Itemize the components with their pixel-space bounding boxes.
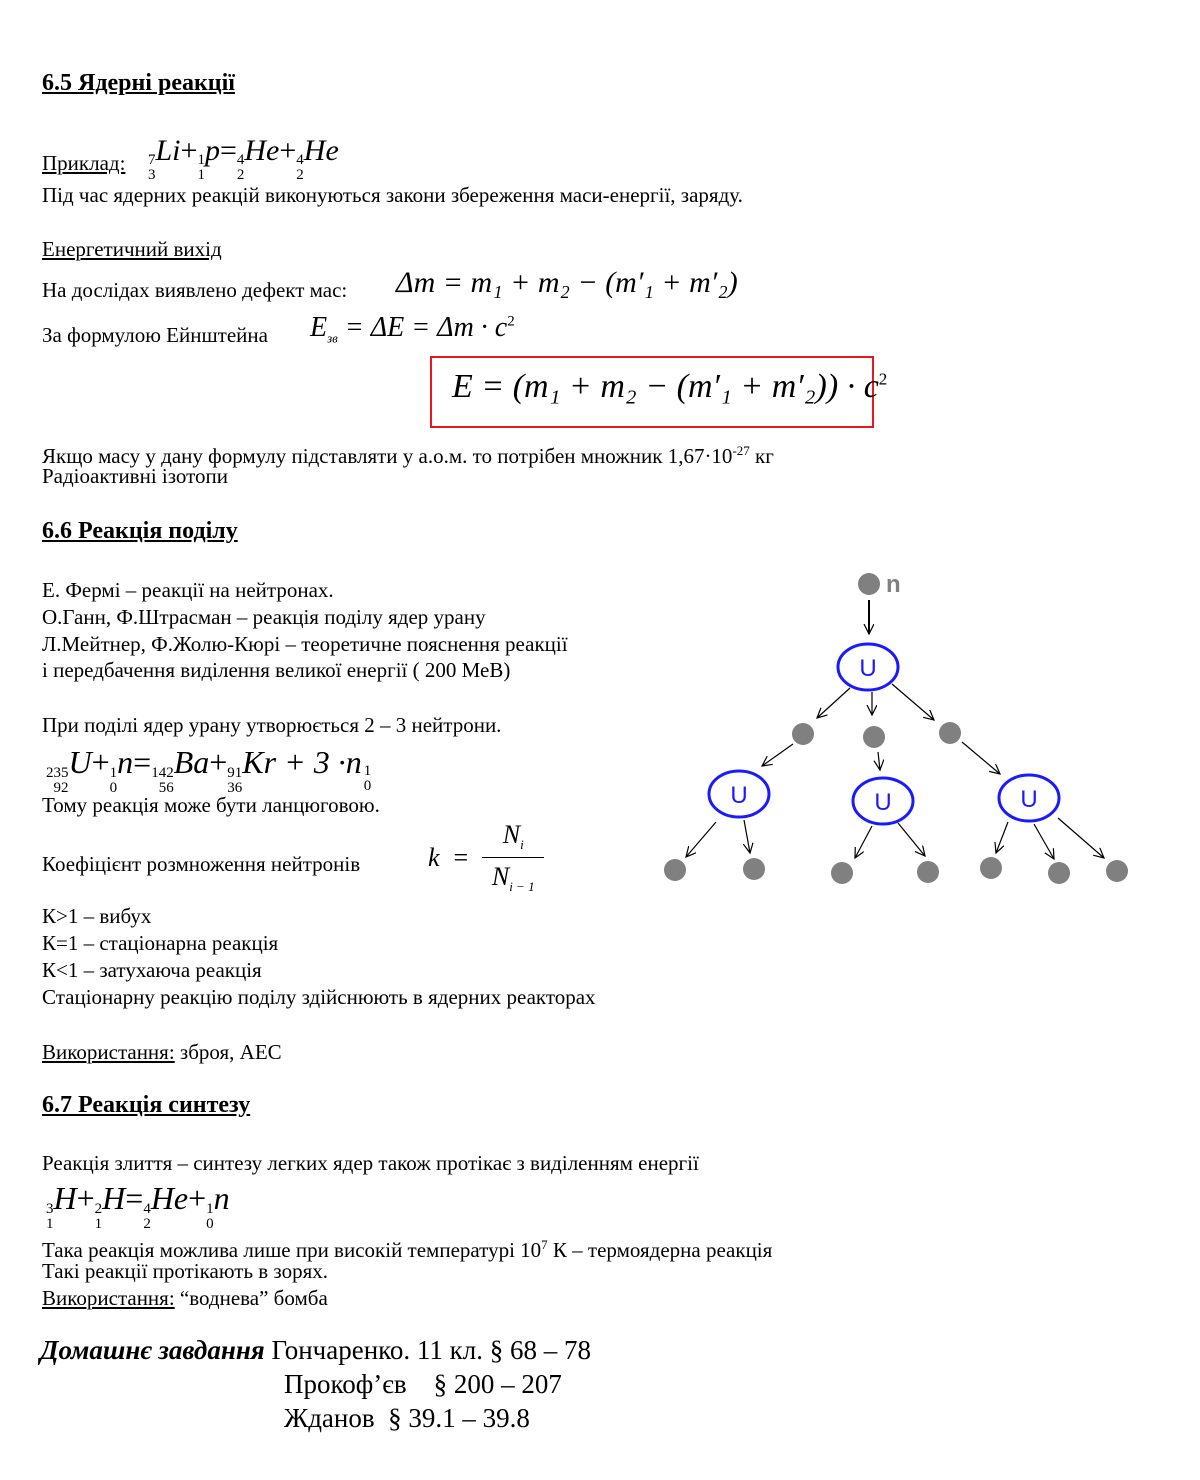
homework-line-1: Домашнє завдання Гончаренко. 11 кл. § 68 – 78 — [40, 1335, 591, 1365]
fusion-intro-text: Реакція злиття – синтезу легких ядер також протікає з виділенням енергії — [42, 1151, 699, 1175]
k-condition-line: К=1 – стаціонарна реакція — [42, 931, 279, 955]
multiplication-coefficient-text: Коефіцієнт розмноження нейтронів — [42, 852, 361, 876]
history-line: і передбачення виділення великої енергії ( 200 МеВ) — [42, 658, 511, 682]
neutron — [1106, 860, 1128, 882]
neutron — [863, 726, 885, 748]
multiplication-coefficient-formula: k = $\frac{N_i}{N_{i - 1}}$ — [428, 820, 544, 895]
arrow — [1058, 818, 1104, 858]
fusion-equation: 3 1 H+ 2 1 H= 4 2 He+ 1 0 n — [46, 1180, 230, 1232]
neutron — [831, 862, 853, 884]
neutron-label: n — [886, 571, 901, 598]
arrow — [892, 684, 934, 720]
neutron — [917, 861, 939, 883]
neutron — [1048, 862, 1070, 884]
homework-label: Домашнє завдання — [40, 1335, 265, 1365]
arrow — [855, 826, 872, 858]
section-6-6-heading: 6.6 Реакція поділу — [42, 518, 238, 544]
arrow — [762, 744, 793, 766]
arrow — [817, 688, 850, 718]
energy-formula: $E = (m_1 + m_2 - (m'_1 + m'_2)) \cdot c^2$ — [452, 368, 888, 405]
k-condition-line: К>1 – вибух — [42, 904, 152, 928]
stars-text: Такі реакції протікають в зорях. — [42, 1259, 329, 1283]
mass-defect-formula: Δm = m₁ + m₂ − (m′₁ + m′₂) — [396, 266, 738, 299]
history-line: Е. Фермі – реакції на нейтронах. — [42, 578, 334, 602]
mass-defect-text: На дослідах виявлено дефект мас: — [42, 278, 348, 302]
chain-reaction-text: Тому реакція може бути ланцюговою. — [42, 793, 380, 817]
fission-usage: Використання: зброя, АЕС — [42, 1040, 282, 1064]
nucleus-label: U — [1020, 786, 1038, 813]
energy-yield-heading: Енергетичний вихід — [42, 237, 222, 261]
nucleus-label: U — [730, 782, 748, 809]
neutron — [939, 722, 961, 744]
arrow — [686, 822, 716, 857]
homework-line-3: Жданов § 39.1 – 39.8 — [284, 1403, 530, 1433]
arrow — [962, 742, 1000, 774]
example-label: Приклад: — [42, 151, 126, 175]
history-line: Л.Мейтнер, Ф.Жолю-Кюрі – теоретичне пояснення реакції — [42, 632, 568, 656]
neutron — [664, 859, 686, 881]
neutrons-text: При поділі ядер урану утворюється 2 – 3 нейтрони. — [42, 713, 502, 737]
reactor-text: Стаціонарну реакцію поділу здійснюють в ядерних реакторах — [42, 985, 596, 1009]
example-equation: 7 3 Li+ 1 1 p= 4 2 He+ 4 2 He — [148, 134, 339, 183]
neutron — [743, 858, 765, 880]
einstein-text: За формулою Ейнштейна — [42, 323, 268, 347]
arrow — [744, 820, 750, 853]
initial-neutron — [858, 573, 880, 595]
arrow — [898, 823, 925, 856]
neutron — [980, 857, 1002, 879]
section-6-7-heading: 6.7 Реакція синтезу — [42, 1092, 251, 1118]
history-line: О.Ганн, Ф.Штрасман – реакція поділу ядер урану — [42, 605, 486, 629]
section-6-5-heading: 6.5 Ядерні реакції — [42, 70, 235, 96]
k-condition-line: К<1 – затухаюча реакція — [42, 958, 262, 982]
einstein-formula: $E_{зв} = \Delta E = \Delta m \cdot c^2$ — [310, 312, 515, 346]
arrow — [1034, 824, 1054, 859]
arrow — [878, 752, 880, 770]
temperature-text: Така реакція можлива лише при високій температурі $10^7$ К – термоядерна реакція — [42, 1237, 773, 1262]
neutron — [792, 723, 814, 745]
radioactive-isotopes-text: Радіоактивні ізотопи — [42, 464, 229, 488]
conservation-laws-text: Під час ядерних реакцій виконуються закони збереження маси-енергії, заряду. — [42, 183, 743, 207]
arrow — [996, 822, 1008, 853]
fusion-usage: Використання: “воднева” бомба — [42, 1286, 328, 1310]
nucleus-label: U — [874, 789, 892, 816]
nucleus-label: U — [859, 655, 877, 682]
fission-equation: 235 92 U+ 1 0 n= 142 56 Ba+ 91 36 Kr + 3 ·n 1 0 — [46, 744, 372, 796]
homework-line-2: Прокоф’єв § 200 – 207 — [284, 1369, 562, 1399]
amu-multiplier-text: Якщо масу у дану формулу підставляти у а.о.м. то потрібен множник $1,67\cdot 10^{-27}$ кг — [42, 443, 774, 468]
chain-reaction-diagram — [650, 560, 1150, 900]
